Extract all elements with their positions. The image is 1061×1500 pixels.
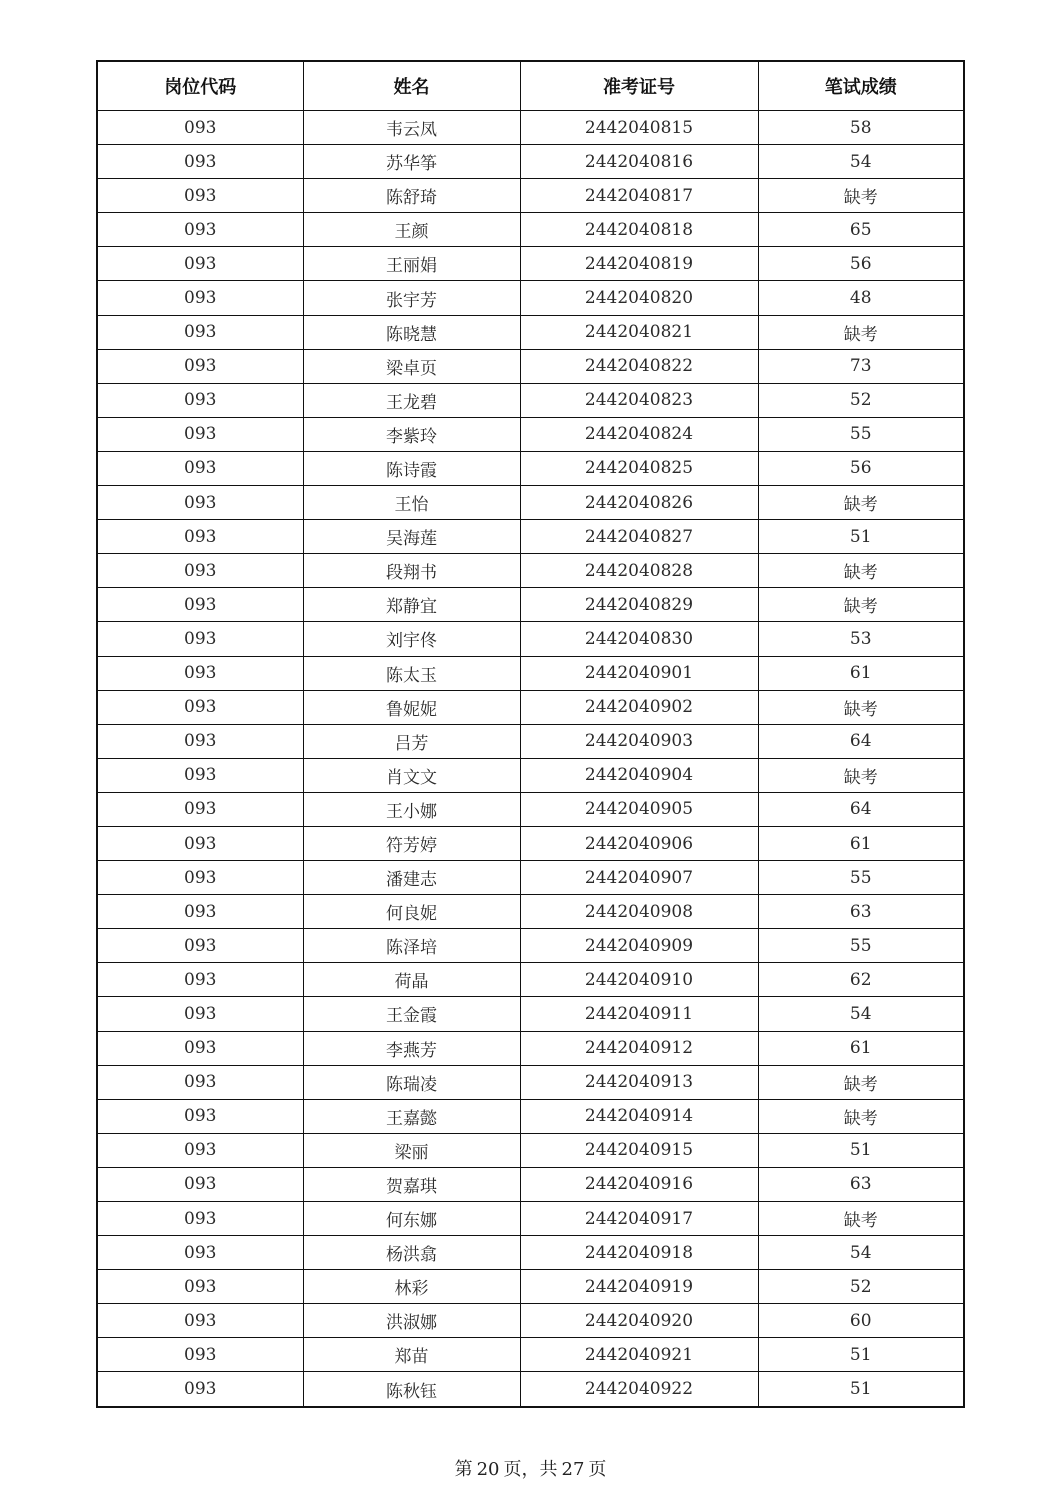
table-row <box>97 1031 964 1065</box>
cell-exam-id: 2442040902 <box>520 690 758 724</box>
cell-exam-id: 2442040920 <box>520 1304 758 1338</box>
footer-suffix: 页 <box>588 1459 607 1480</box>
cell-name: 王嘉懿 <box>303 1099 520 1133</box>
cell-position-code: 093 <box>97 622 303 656</box>
cell-position-code: 093 <box>97 861 303 895</box>
cell-position-code: 093 <box>97 1133 303 1167</box>
table-row <box>97 247 964 281</box>
cell-exam-id: 2442040907 <box>520 861 758 895</box>
cell-written-score: 56 <box>758 451 964 485</box>
table-row <box>97 1372 964 1407</box>
header-exam-id: 准考证号 <box>520 61 758 111</box>
cell-name: 王小娜 <box>303 792 520 826</box>
cell-written-score: 51 <box>758 1338 964 1372</box>
cell-written-score: 61 <box>758 656 964 690</box>
cell-written-score: 缺考 <box>758 758 964 792</box>
cell-name: 王怡 <box>303 486 520 520</box>
header-written-score: 笔试成绩 <box>758 61 964 111</box>
table-row <box>97 520 964 554</box>
cell-name: 韦云凤 <box>303 111 520 145</box>
header-row <box>97 61 964 111</box>
cell-name: 何良妮 <box>303 895 520 929</box>
table-row <box>97 349 964 383</box>
table-row <box>97 315 964 349</box>
table-header <box>97 61 964 111</box>
cell-exam-id: 2442040820 <box>520 281 758 315</box>
cell-name: 李燕芳 <box>303 1031 520 1065</box>
table-row <box>97 622 964 656</box>
cell-name: 鲁妮妮 <box>303 690 520 724</box>
cell-written-score: 缺考 <box>758 1099 964 1133</box>
cell-written-score: 64 <box>758 792 964 826</box>
cell-written-score: 61 <box>758 826 964 860</box>
cell-name: 王丽娟 <box>303 247 520 281</box>
cell-exam-id: 2442040915 <box>520 1133 758 1167</box>
cell-name: 郑静宜 <box>303 588 520 622</box>
cell-written-score: 缺考 <box>758 588 964 622</box>
table-row <box>97 963 964 997</box>
cell-written-score: 61 <box>758 1031 964 1065</box>
cell-exam-id: 2442040917 <box>520 1202 758 1236</box>
cell-exam-id: 2442040914 <box>520 1099 758 1133</box>
cell-position-code: 093 <box>97 349 303 383</box>
cell-position-code: 093 <box>97 895 303 929</box>
cell-name: 潘建志 <box>303 861 520 895</box>
cell-name: 贺嘉琪 <box>303 1167 520 1201</box>
table-row <box>97 383 964 417</box>
cell-exam-id: 2442040921 <box>520 1338 758 1372</box>
footer-middle: 页，共 <box>503 1459 558 1480</box>
cell-name: 郑苗 <box>303 1338 520 1372</box>
cell-exam-id: 2442040828 <box>520 554 758 588</box>
cell-position-code: 093 <box>97 588 303 622</box>
cell-written-score: 65 <box>758 213 964 247</box>
cell-name: 梁丽 <box>303 1133 520 1167</box>
cell-position-code: 093 <box>97 1270 303 1304</box>
cell-written-score: 51 <box>758 1372 964 1407</box>
cell-written-score: 54 <box>758 997 964 1031</box>
cell-exam-id: 2442040911 <box>520 997 758 1031</box>
cell-name: 符芳婷 <box>303 826 520 860</box>
cell-written-score: 缺考 <box>758 179 964 213</box>
cell-position-code: 093 <box>97 1031 303 1065</box>
cell-written-score: 52 <box>758 383 964 417</box>
cell-exam-id: 2442040912 <box>520 1031 758 1065</box>
cell-exam-id: 2442040826 <box>520 486 758 520</box>
cell-written-score: 63 <box>758 895 964 929</box>
table-row <box>97 281 964 315</box>
table-row <box>97 997 964 1031</box>
cell-position-code: 093 <box>97 213 303 247</box>
cell-name: 刘宇佟 <box>303 622 520 656</box>
cell-exam-id: 2442040824 <box>520 417 758 451</box>
table-row <box>97 486 964 520</box>
cell-name: 李紫玲 <box>303 417 520 451</box>
cell-written-score: 缺考 <box>758 690 964 724</box>
cell-position-code: 093 <box>97 929 303 963</box>
cell-name: 洪淑娜 <box>303 1304 520 1338</box>
cell-exam-id: 2442040827 <box>520 520 758 554</box>
page-footer <box>0 1455 1061 1481</box>
cell-name: 陈瑞凌 <box>303 1065 520 1099</box>
cell-exam-id: 2442040815 <box>520 111 758 145</box>
score-table <box>96 60 965 1408</box>
cell-written-score: 55 <box>758 861 964 895</box>
cell-written-score: 48 <box>758 281 964 315</box>
cell-exam-id: 2442040909 <box>520 929 758 963</box>
cell-written-score: 缺考 <box>758 1065 964 1099</box>
cell-name: 王颜 <box>303 213 520 247</box>
cell-position-code: 093 <box>97 758 303 792</box>
cell-position-code: 093 <box>97 179 303 213</box>
cell-position-code: 093 <box>97 417 303 451</box>
table-row <box>97 1133 964 1167</box>
cell-position-code: 093 <box>97 281 303 315</box>
table-row <box>97 213 964 247</box>
footer-total-pages: 27 <box>561 1459 585 1480</box>
table-row <box>97 792 964 826</box>
cell-exam-id: 2442040918 <box>520 1236 758 1270</box>
cell-exam-id: 2442040901 <box>520 656 758 690</box>
cell-name: 段翔书 <box>303 554 520 588</box>
table-row <box>97 861 964 895</box>
cell-name: 荷晶 <box>303 963 520 997</box>
cell-name: 杨洪翕 <box>303 1236 520 1270</box>
cell-position-code: 093 <box>97 1065 303 1099</box>
table-row <box>97 1304 964 1338</box>
table-body <box>97 111 964 1407</box>
cell-written-score: 58 <box>758 111 964 145</box>
table-row <box>97 1202 964 1236</box>
cell-position-code: 093 <box>97 111 303 145</box>
cell-name: 陈太玉 <box>303 656 520 690</box>
cell-written-score: 缺考 <box>758 554 964 588</box>
cell-written-score: 63 <box>758 1167 964 1201</box>
cell-position-code: 093 <box>97 1372 303 1407</box>
cell-exam-id: 2442040830 <box>520 622 758 656</box>
cell-position-code: 093 <box>97 997 303 1031</box>
cell-name: 陈秋钰 <box>303 1372 520 1407</box>
cell-position-code: 093 <box>97 1304 303 1338</box>
cell-name: 吴海莲 <box>303 520 520 554</box>
cell-exam-id: 2442040922 <box>520 1372 758 1407</box>
cell-exam-id: 2442040821 <box>520 315 758 349</box>
cell-position-code: 093 <box>97 451 303 485</box>
table-row <box>97 451 964 485</box>
cell-exam-id: 2442040818 <box>520 213 758 247</box>
cell-position-code: 093 <box>97 656 303 690</box>
table-row <box>97 588 964 622</box>
cell-position-code: 093 <box>97 315 303 349</box>
table-row <box>97 145 964 179</box>
footer-current-page: 20 <box>476 1459 500 1480</box>
cell-name: 梁卓页 <box>303 349 520 383</box>
cell-exam-id: 2442040903 <box>520 724 758 758</box>
header-name: 姓名 <box>303 61 520 111</box>
cell-position-code: 093 <box>97 1338 303 1372</box>
cell-name: 陈泽培 <box>303 929 520 963</box>
cell-exam-id: 2442040816 <box>520 145 758 179</box>
table-row <box>97 111 964 145</box>
table-row <box>97 826 964 860</box>
cell-name: 王龙碧 <box>303 383 520 417</box>
cell-written-score: 54 <box>758 1236 964 1270</box>
cell-exam-id: 2442040916 <box>520 1167 758 1201</box>
table-row <box>97 929 964 963</box>
cell-written-score: 55 <box>758 929 964 963</box>
footer-prefix: 第 <box>454 1459 473 1480</box>
cell-written-score: 缺考 <box>758 1202 964 1236</box>
cell-written-score: 53 <box>758 622 964 656</box>
cell-written-score: 62 <box>758 963 964 997</box>
cell-exam-id: 2442040819 <box>520 247 758 281</box>
cell-written-score: 73 <box>758 349 964 383</box>
cell-position-code: 093 <box>97 1099 303 1133</box>
cell-exam-id: 2442040823 <box>520 383 758 417</box>
cell-position-code: 093 <box>97 792 303 826</box>
cell-position-code: 093 <box>97 1167 303 1201</box>
cell-position-code: 093 <box>97 1236 303 1270</box>
cell-name: 林彩 <box>303 1270 520 1304</box>
cell-exam-id: 2442040913 <box>520 1065 758 1099</box>
cell-name: 何东娜 <box>303 1202 520 1236</box>
cell-exam-id: 2442040822 <box>520 349 758 383</box>
cell-written-score: 56 <box>758 247 964 281</box>
cell-position-code: 093 <box>97 690 303 724</box>
cell-written-score: 缺考 <box>758 486 964 520</box>
cell-exam-id: 2442040829 <box>520 588 758 622</box>
table-row <box>97 1270 964 1304</box>
cell-written-score: 52 <box>758 1270 964 1304</box>
cell-position-code: 093 <box>97 1202 303 1236</box>
cell-exam-id: 2442040825 <box>520 451 758 485</box>
cell-name: 吕芳 <box>303 724 520 758</box>
cell-exam-id: 2442040817 <box>520 179 758 213</box>
cell-written-score: 51 <box>758 1133 964 1167</box>
cell-exam-id: 2442040910 <box>520 963 758 997</box>
cell-position-code: 093 <box>97 247 303 281</box>
cell-written-score: 54 <box>758 145 964 179</box>
table-row <box>97 895 964 929</box>
cell-name: 苏华筝 <box>303 145 520 179</box>
cell-written-score: 60 <box>758 1304 964 1338</box>
cell-position-code: 093 <box>97 383 303 417</box>
cell-exam-id: 2442040905 <box>520 792 758 826</box>
table-row <box>97 179 964 213</box>
table-row <box>97 1099 964 1133</box>
cell-name: 张宇芳 <box>303 281 520 315</box>
cell-position-code: 093 <box>97 145 303 179</box>
cell-name: 陈诗霞 <box>303 451 520 485</box>
cell-position-code: 093 <box>97 963 303 997</box>
table-row <box>97 1065 964 1099</box>
table-row <box>97 1338 964 1372</box>
cell-written-score: 51 <box>758 520 964 554</box>
cell-exam-id: 2442040919 <box>520 1270 758 1304</box>
cell-written-score: 55 <box>758 417 964 451</box>
table-row <box>97 554 964 588</box>
cell-position-code: 093 <box>97 520 303 554</box>
cell-exam-id: 2442040908 <box>520 895 758 929</box>
cell-position-code: 093 <box>97 486 303 520</box>
cell-position-code: 093 <box>97 826 303 860</box>
table-row <box>97 656 964 690</box>
table-row <box>97 690 964 724</box>
cell-name: 肖文文 <box>303 758 520 792</box>
cell-name: 陈晓慧 <box>303 315 520 349</box>
cell-name: 陈舒琦 <box>303 179 520 213</box>
cell-name: 王金霞 <box>303 997 520 1031</box>
cell-exam-id: 2442040906 <box>520 826 758 860</box>
cell-exam-id: 2442040904 <box>520 758 758 792</box>
table-row <box>97 417 964 451</box>
table-row <box>97 1236 964 1270</box>
header-position-code: 岗位代码 <box>97 61 303 111</box>
table-row <box>97 1167 964 1201</box>
cell-written-score: 缺考 <box>758 315 964 349</box>
cell-written-score: 64 <box>758 724 964 758</box>
table-row <box>97 758 964 792</box>
cell-position-code: 093 <box>97 724 303 758</box>
table-row <box>97 724 964 758</box>
cell-position-code: 093 <box>97 554 303 588</box>
